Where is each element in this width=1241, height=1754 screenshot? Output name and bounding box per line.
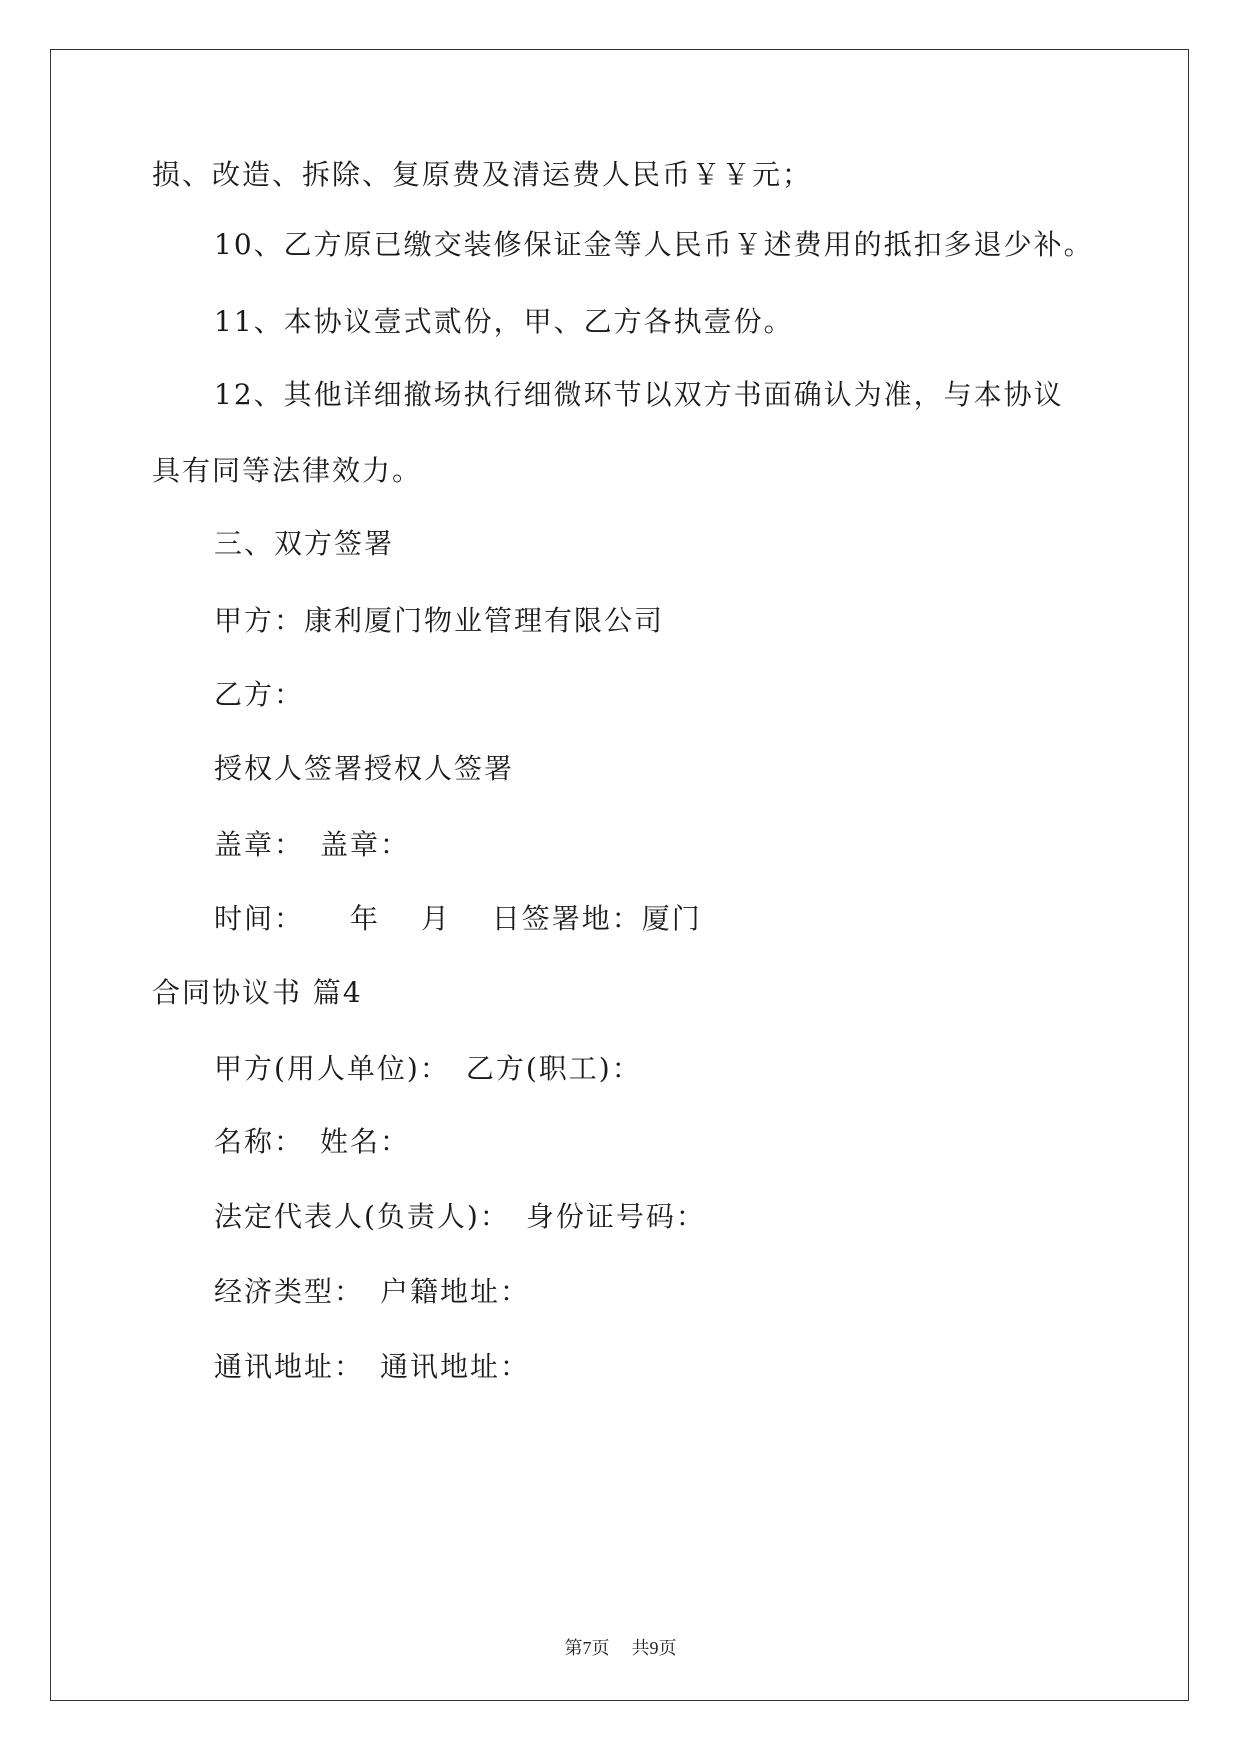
date-place-line: 时间： 年 月 日签署地：厦门 (214, 902, 702, 935)
page-border (50, 49, 1189, 1701)
economic-type-line: 经济类型： 户籍地址： (214, 1275, 531, 1308)
section-heading-signing: 三、双方签署 (214, 527, 395, 560)
clause-12: 12、其他详细撤场执行细微环节以双方书面确认为准，与本协议 (214, 378, 1064, 411)
page-footer (0, 1636, 1241, 1660)
paragraph-line-fees: 损、改造、拆除、复原费及清运费人民币￥￥元； (152, 158, 813, 191)
party-b: 乙方： (214, 678, 305, 711)
legal-representative-line: 法定代表人(负责人)： 身份证号码： (214, 1200, 706, 1233)
page-total: 共9页 (631, 1638, 677, 1658)
seal-line: 盖章： 盖章： (214, 828, 411, 861)
clause-12-continued: 具有同等法律效力。 (152, 454, 423, 487)
page-number: 第7页 (564, 1638, 610, 1658)
mailing-address-line: 通讯地址： 通讯地址： (214, 1350, 531, 1383)
party-a-employer: 甲方(用人单位)： 乙方(职工)： (214, 1052, 642, 1085)
clause-10: 10、乙方原已缴交装修保证金等人民币￥述费用的抵扣多退少补。 (214, 228, 1094, 261)
authorized-signature: 授权人签署授权人签署 (214, 752, 515, 785)
section-title-contract-4: 合同协议书 篇4 (152, 976, 363, 1009)
party-a: 甲方：康利厦门物业管理有限公司 (214, 604, 665, 637)
clause-11: 11、本协议壹式贰份，甲、乙方各执壹份。 (214, 305, 794, 338)
name-line: 名称： 姓名： (214, 1125, 411, 1158)
